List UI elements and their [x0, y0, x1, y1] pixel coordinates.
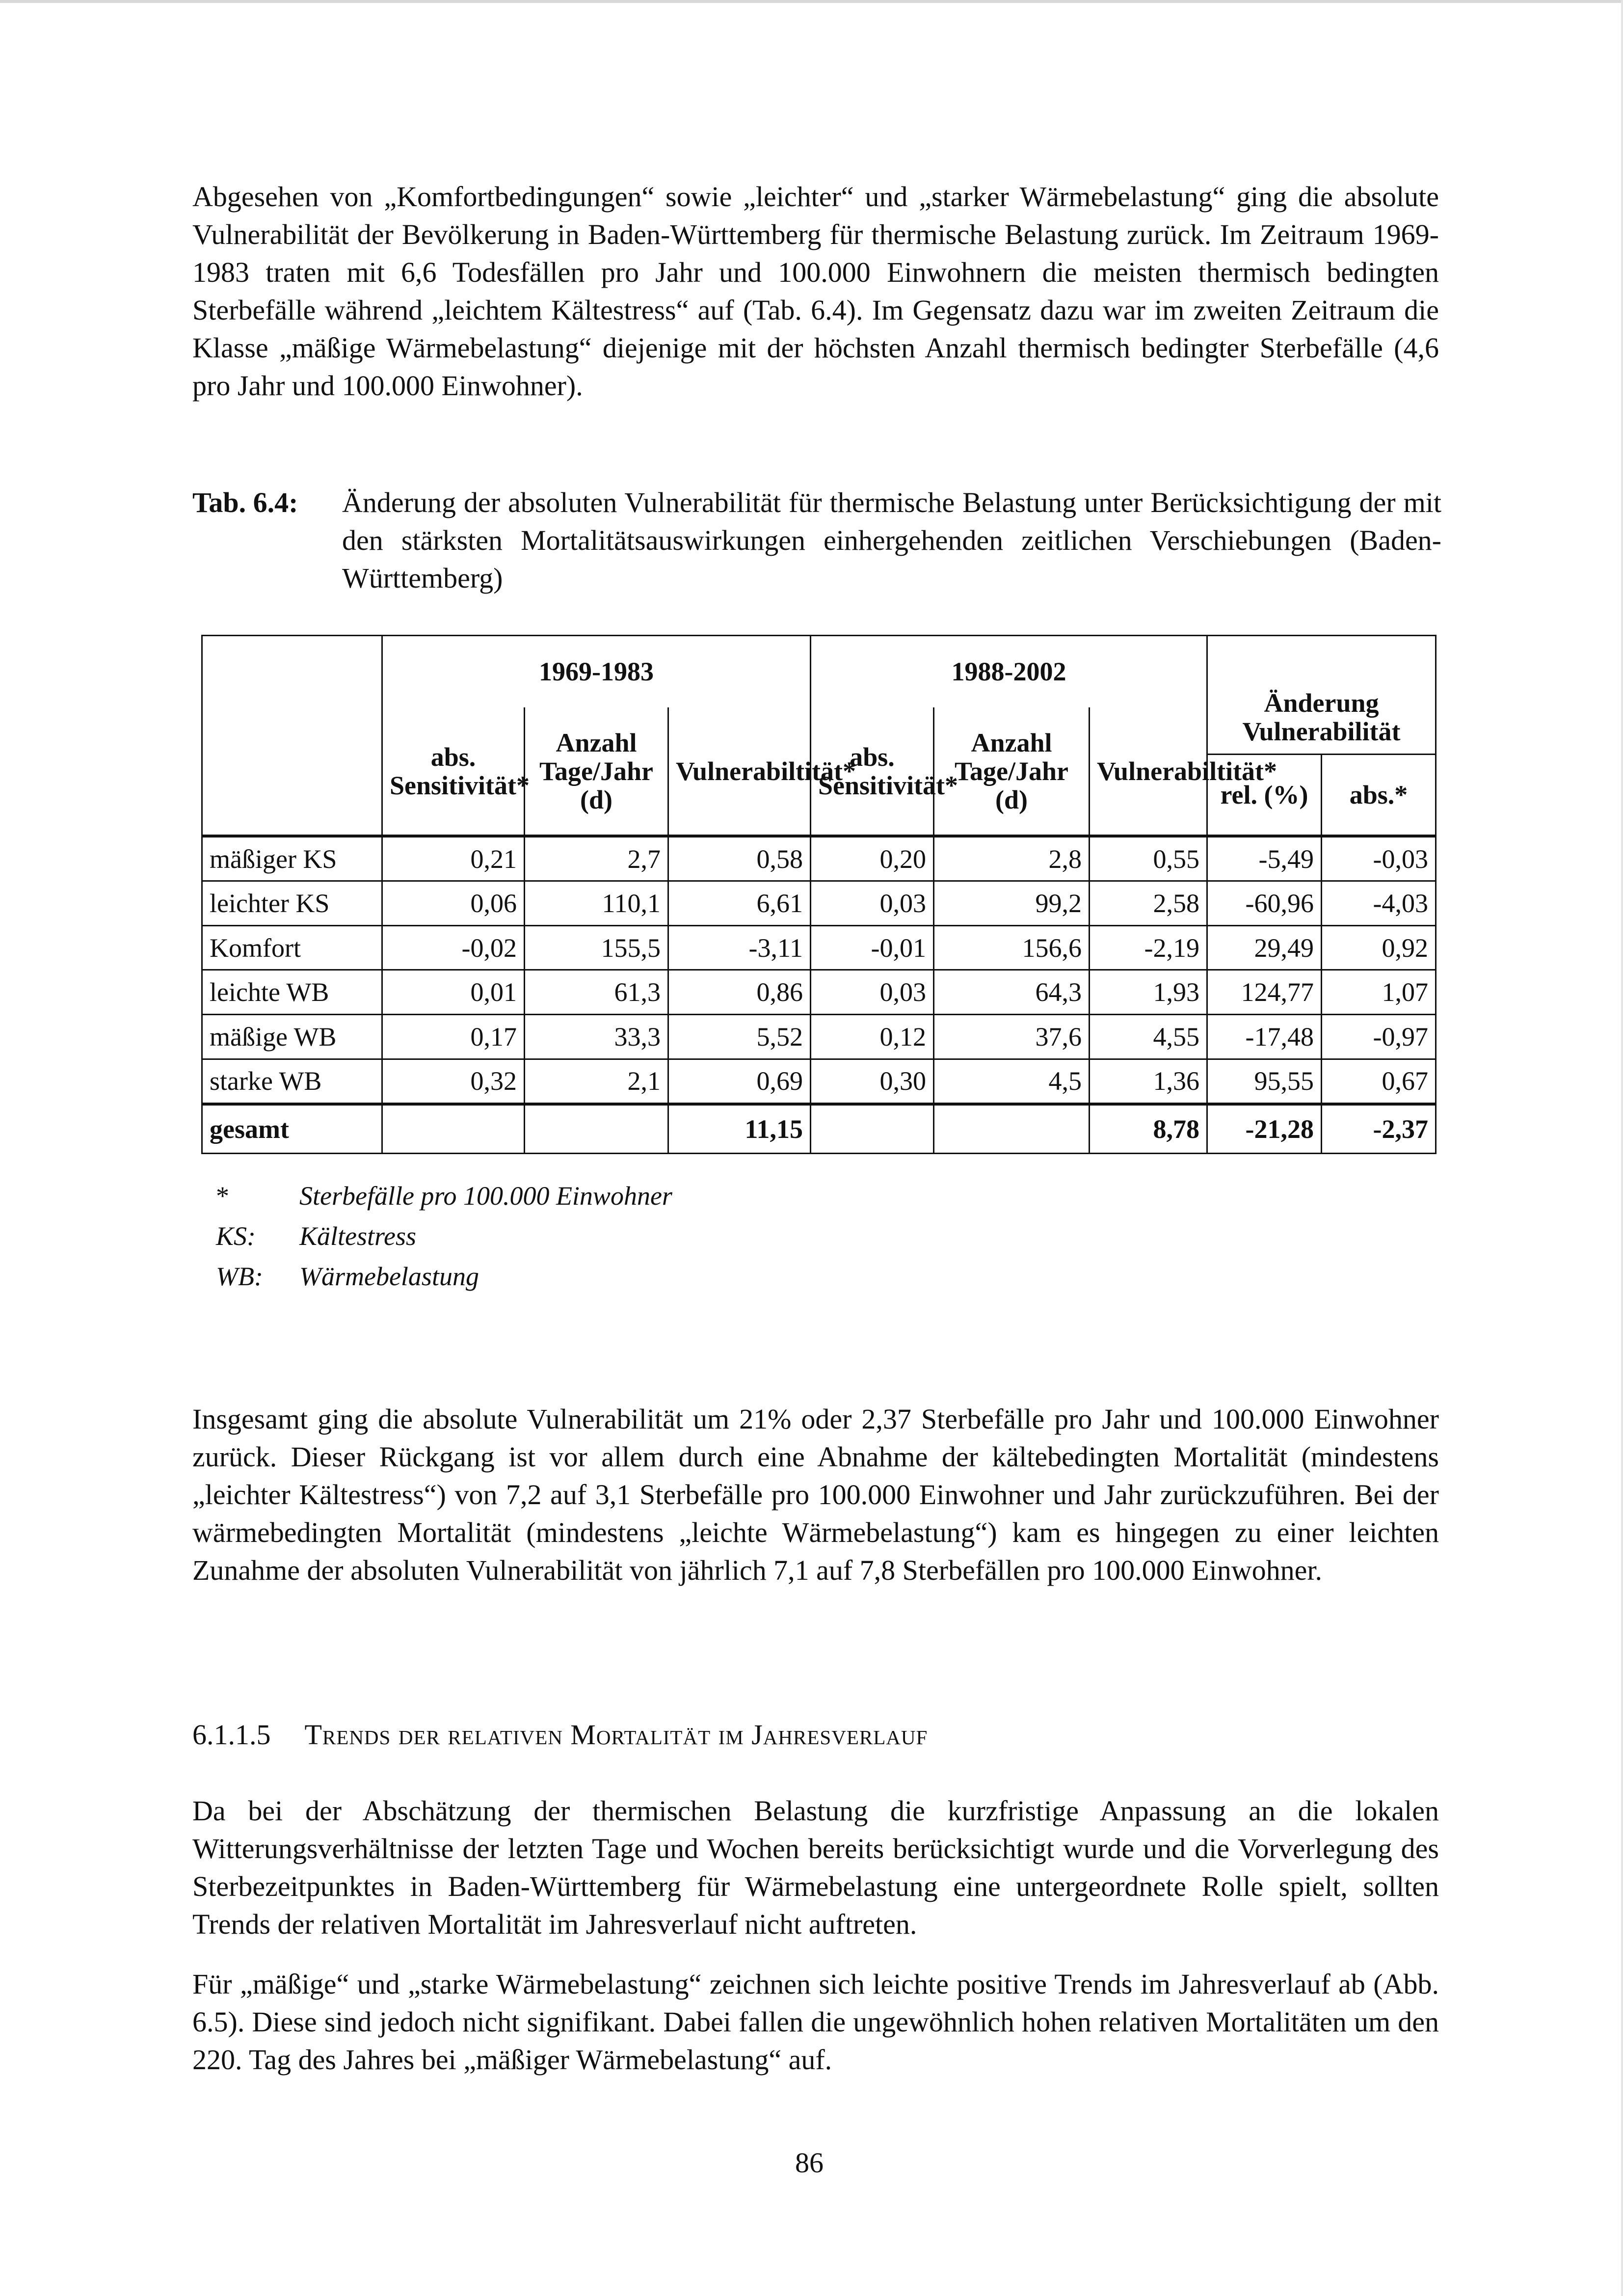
row-label: leichter KS	[202, 881, 382, 925]
col-vuln-2: Vulnerabiltität*	[1090, 707, 1207, 836]
scan-edge-right	[1621, 0, 1623, 2296]
table-row	[202, 925, 1436, 970]
row-label: mäßige WB	[202, 1015, 382, 1059]
footnote-text: Sterbefälle pro 100.000 Einwohner	[299, 1181, 672, 1211]
table-row	[202, 836, 1436, 881]
col-days-2: Anzahl Tage/Jahr (d)	[934, 707, 1090, 836]
total-empty-cell	[934, 1104, 1090, 1154]
cell-days-1: 2,7	[525, 836, 668, 881]
row-label: leichte WB	[202, 970, 382, 1015]
cell-vuln-2: 1,93	[1090, 970, 1207, 1015]
period-2-header: 1988-2002	[811, 636, 1207, 707]
period-1-header: 1969-1983	[382, 636, 811, 707]
total-empty-cell	[811, 1104, 934, 1154]
footnote-key: *	[216, 1181, 229, 1211]
footnote-text: Kältestress	[299, 1221, 417, 1251]
cell-days-1: 155,5	[525, 925, 668, 970]
footnote-key: WB:	[216, 1262, 263, 1291]
cell-rel: 95,55	[1207, 1059, 1322, 1104]
cell-sens-2: -0,01	[811, 925, 934, 970]
change-header: Änderung Vulnerabilität	[1207, 636, 1436, 755]
col-days-1: Anzahl Tage/Jahr (d)	[525, 707, 668, 836]
total-vuln-1: 11,15	[668, 1104, 811, 1154]
cell-vuln-2: -2,19	[1090, 925, 1207, 970]
cell-sens-2: 0,20	[811, 836, 934, 881]
col-rel: rel. (%)	[1207, 755, 1322, 837]
cell-rel: -5,49	[1207, 836, 1322, 881]
footnote-key: KS:	[216, 1221, 256, 1251]
vulnerability-table	[201, 635, 1437, 1154]
total-abs: -2,37	[1322, 1104, 1436, 1154]
col-sens-2: abs. Sensitivität*	[811, 707, 934, 836]
section-number: 6.1.1.5	[192, 1719, 271, 1751]
cell-sens-1: 0,32	[382, 1059, 525, 1104]
cell-days-1: 33,3	[525, 1015, 668, 1059]
cell-vuln-2: 4,55	[1090, 1015, 1207, 1059]
cell-sens-2: 0,03	[811, 970, 934, 1015]
table-caption-label: Tab. 6.4:	[192, 486, 298, 518]
cell-vuln-1: 0,58	[668, 836, 811, 881]
table-corner-cell	[202, 636, 382, 837]
table-caption-text: Änderung der absoluten Vulnerabilität für thermische Belastung unter Berücksichtigung der mit den stärksten Mortalitätsauswirkungen einhergehenden zeitlichen Verschiebungen (Baden-Württemberg)	[342, 486, 1441, 594]
table-row	[202, 1015, 1436, 1059]
table-row	[202, 970, 1436, 1015]
cell-vuln-1: 0,69	[668, 1059, 811, 1104]
cell-days-2: 156,6	[934, 925, 1090, 970]
cell-sens-1: 0,17	[382, 1015, 525, 1059]
cell-rel: -60,96	[1207, 881, 1322, 925]
cell-days-1: 2,1	[525, 1059, 668, 1104]
cell-days-2: 99,2	[934, 881, 1090, 925]
cell-sens-1: -0,02	[382, 925, 525, 970]
cell-sens-1: 0,06	[382, 881, 525, 925]
cell-abs: -0,97	[1322, 1015, 1436, 1059]
total-label: gesamt	[202, 1104, 382, 1154]
total-vuln-2: 8,78	[1090, 1104, 1207, 1154]
cell-sens-1: 0,21	[382, 836, 525, 881]
cell-sens-1: 0,01	[382, 970, 525, 1015]
paragraph-2: Insgesamt ging die absolute Vulnerabilität um 21% oder 2,37 Sterbefälle pro Jahr und 100.000 Einwohner zurück. Dieser Rückgang ist vor allem durch eine Abnahme der kältebedingten Mortalität (mindestens „leichter Kältestress“) von 7,2 auf 3,1 Sterbefälle pro 100.000 Einwohner und Jahr zurückzuführen. Bei der wärmebedingten Mortalität (mindestens „leichte Wärmebelastung“) kam es hingegen zu einer leichten Zunahme der absoluten Vulnerabilität von jährlich 7,1 auf 7,8 Sterbefällen pro 100.000 Einwohner.	[192, 1403, 1439, 1586]
cell-days-1: 110,1	[525, 881, 668, 925]
table-row	[202, 1059, 1436, 1104]
page-number: 86	[795, 2147, 824, 2179]
cell-sens-2: 0,12	[811, 1015, 934, 1059]
cell-vuln-1: 5,52	[668, 1015, 811, 1059]
cell-abs: 1,07	[1322, 970, 1436, 1015]
section-heading	[192, 1716, 928, 1754]
paragraph-4: Für „mäßige“ und „starke Wärmebelastung“ zeichnen sich leichte positive Trends im Jahresverlauf ab (Abb. 6.5). Diese sind jedoch nicht signifikant. Dabei fallen die ungewöhnlich hohen relativen Mortalitäten um den 220. Tag des Jahres bei „mäßiger Wärmebelastung“ auf.	[192, 1968, 1439, 2076]
cell-rel: 29,49	[1207, 925, 1322, 970]
table-row	[202, 881, 1436, 925]
cell-days-1: 61,3	[525, 970, 668, 1015]
total-empty-cell	[382, 1104, 525, 1154]
cell-sens-2: 0,03	[811, 881, 934, 925]
total-empty-cell	[525, 1104, 668, 1154]
footnote-text: Wärmebelastung	[299, 1262, 479, 1291]
cell-vuln-2: 0,55	[1090, 836, 1207, 881]
col-sens-1: abs. Sensitivität*	[382, 707, 525, 836]
row-label: starke WB	[202, 1059, 382, 1104]
cell-abs: -4,03	[1322, 881, 1436, 925]
cell-rel: -17,48	[1207, 1015, 1322, 1059]
scan-edge-top	[0, 0, 1623, 3]
cell-vuln-1: 6,61	[668, 881, 811, 925]
cell-sens-2: 0,30	[811, 1059, 934, 1104]
table-total-row	[202, 1104, 1436, 1154]
cell-abs: 0,67	[1322, 1059, 1436, 1104]
cell-rel: 124,77	[1207, 970, 1322, 1015]
total-rel: -21,28	[1207, 1104, 1322, 1154]
section-title: Trends der relativen Mortalität im Jahresverlauf	[304, 1719, 928, 1751]
col-vuln-1: Vulnerabiltität*	[668, 707, 811, 836]
row-label: mäßiger KS	[202, 836, 382, 881]
cell-abs: -0,03	[1322, 836, 1436, 881]
cell-vuln-1: -3,11	[668, 925, 811, 970]
cell-days-2: 4,5	[934, 1059, 1090, 1104]
cell-days-2: 2,8	[934, 836, 1090, 881]
cell-vuln-2: 2,58	[1090, 881, 1207, 925]
cell-days-2: 64,3	[934, 970, 1090, 1015]
cell-vuln-2: 1,36	[1090, 1059, 1207, 1104]
paragraph-3: Da bei der Abschätzung der thermischen Belastung die kurzfristige Anpassung an die lokalen Witterungsverhältnisse der letzten Tage und Wochen bereits berücksichtigt wurde und die Vorverlegung des Sterbezeitpunktes in Baden-Württemberg für Wärmebelastung eine untergeordnete Rolle spielt, sollten Trends der relativen Mortalität im Jahresverlauf nicht auftreten.	[192, 1795, 1439, 1940]
cell-vuln-1: 0,86	[668, 970, 811, 1015]
row-label: Komfort	[202, 925, 382, 970]
cell-days-2: 37,6	[934, 1015, 1090, 1059]
paragraph-1: Abgesehen von „Komfortbedingungen“ sowie „leichter“ und „starker Wärmebelastung“ ging die absolute Vulnerabilität der Bevölkerung in Baden-Württemberg für thermische Belastung zurück. Im Zeitraum 1969-1983 traten mit 6,6 Todesfällen pro Jahr und 100.000 Einwohnern die meisten thermisch bedingten Sterbefälle während „leichtem Kältestress“ auf (Tab. 6.4). Im Gegensatz dazu war im zweiten Zeitraum die Klasse „mäßige Wärmebelastung“ diejenige mit der höchsten Anzahl thermisch bedingter Sterbefälle (4,6 pro Jahr und 100.000 Einwohner).	[192, 181, 1439, 402]
col-abs: abs.*	[1322, 755, 1436, 837]
cell-abs: 0,92	[1322, 925, 1436, 970]
